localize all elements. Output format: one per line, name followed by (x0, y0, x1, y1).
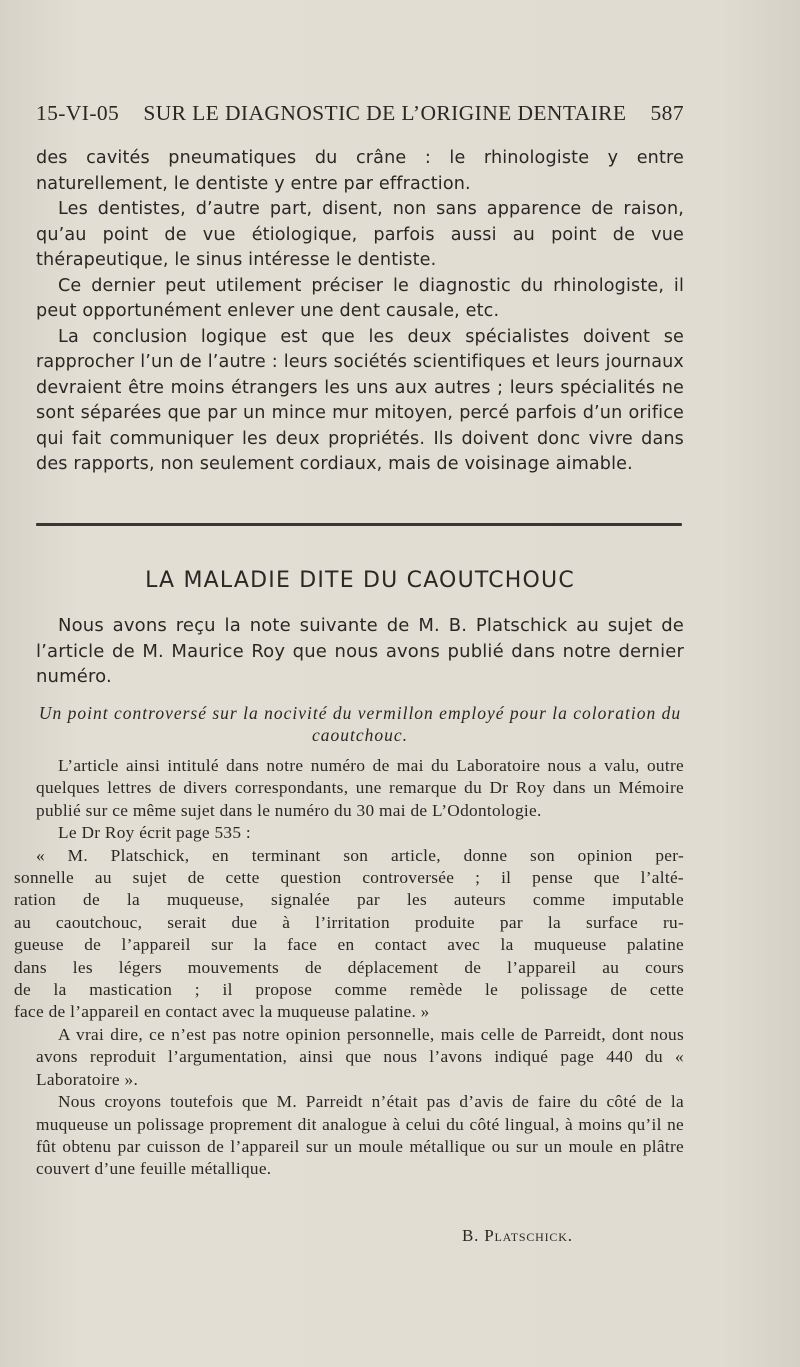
paragraph: Ce dernier peut utilement préciser le diagnostic du rhinologiste, il peut opportunément enlever une dent causale, etc. (36, 275, 684, 321)
paragraph: Les dentistes, d’autre part, disent, non sans apparence de raison, qu’au point de vue étiologique, parfois aussi au point de vue thérapeutique, le sinus intéresse le dentiste. (36, 199, 684, 270)
paragraph: Nous croyons toutefois que M. Parreidt n’était pas d’avis de faire du côté de la muqueuse un polissage proprement dit analogue à celui du côté lingual, à moins qu’il ne fût obtenu par cuisson de l’appareil sur un moule métallique ou sur un moule en plâtre couvert d’une feuille métallique. (36, 1092, 684, 1179)
paragraph: Le Dr Roy écrit page 535 : (58, 823, 252, 843)
header-running-title: SUR LE DIAGNOSTIC DE L’ORIGINE DENTAIRE (143, 101, 627, 125)
paragraph: La conclusion logique est que les deux spécialistes doivent se rapprocher l’un de l’autre : leurs sociétés scientifiques et leurs journaux devraient être moins étrangers les uns aux autres ; leurs spécialités ne sont séparées que par un mince mur mitoyen, percé parfois d’un orifice qui fait communiquer les deux propriétés. Ils doivent donc vivre dans des rapports, non seulement cordiaux, mais de voisinage aimable. (36, 326, 684, 474)
section-divider (36, 523, 682, 526)
section-title: LA MALADIE DITE DU CAOUTCHOUC (145, 568, 575, 593)
running-header (36, 101, 684, 126)
editorial-intro (36, 613, 684, 690)
quote-line: » ration de la muqueuse, signalée par les auteurs comme imputable (14, 889, 684, 911)
quote-line: « M. Platschick, en terminant son article, donne son opinion per- (36, 845, 684, 865)
signature: B. Platschick. (462, 1226, 573, 1245)
quote-line: » dans les légers mouvements de déplacement de l’appareil au cours (14, 957, 684, 979)
article-body (14, 755, 684, 1181)
paragraph: des cavités pneumatiques du crâne : le rhinologiste y entre naturellement, le dentiste y entre par effraction. (36, 148, 684, 194)
paragraph: A vrai dire, ce n’est pas notre opinion personnelle, mais celle de Parreidt, dont nous avons reproduit l’argumentation, ainsi que nous l’avons indiqué page 440 du « Laboratoire ». (36, 1024, 684, 1089)
article-subtitle: Un point controversé sur la nocivité du vermillon employé pour la coloration du caoutchouc. (38, 703, 682, 745)
quote-line: » au caoutchouc, serait due à l’irritation produite par la surface ru- (14, 912, 684, 934)
quote-line: » sonnelle au sujet de cette question controversée ; il pense que l’alté- (14, 867, 684, 889)
paragraph: L’article ainsi intitulé dans notre numéro de mai du Laboratoire nous a valu, outre quelques lettres de divers correspondants, une remarque du Dr Roy dans un Mémoire publié sur ce même sujet dans le numéro du 30 mai de L’Odontologie. (36, 756, 684, 820)
quote-line: » gueuse de l’appareil sur la face en contact avec la muqueuse palatine (14, 934, 684, 956)
quote-line: » de la mastication ; il propose comme remède le polissage de cette (14, 979, 684, 1001)
header-date: 15-VI-05 (36, 101, 120, 125)
page-number: 587 (650, 101, 684, 125)
quote-line: » face de l’appareil en contact avec la muqueuse palatine. » (14, 1001, 684, 1023)
block-quote (0, 845, 684, 1024)
previous-article-conclusion (36, 146, 684, 478)
paragraph: Nous avons reçu la note suivante de M. B. Platschick au sujet de l’article de M. Maurice Roy que nous avons publié dans notre dernier numéro. (36, 615, 684, 687)
